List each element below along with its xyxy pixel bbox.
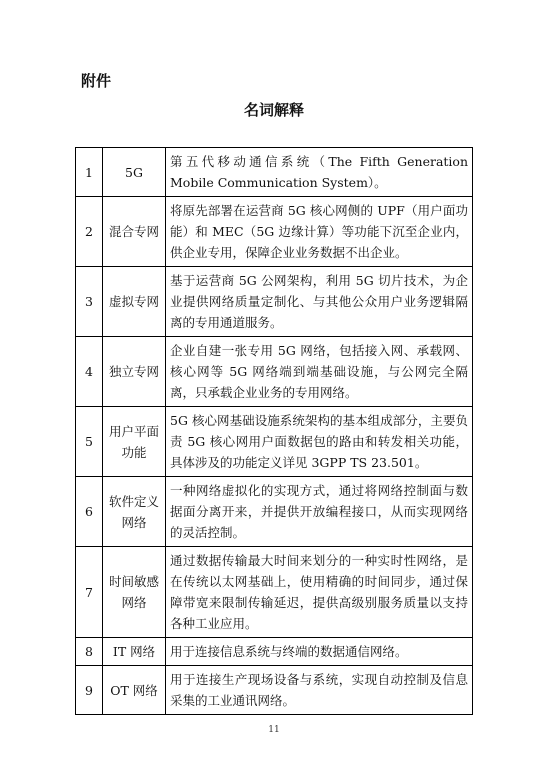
row-number: 5 xyxy=(76,407,103,477)
definition-cell: 企业自建一张专用 5G 网络，包括接入网、承载网、核心网等 5G 网络端到端基础设施，与公网完全隔离，只承载企业业务的专用网络。 xyxy=(166,337,473,407)
term-cell: 混合专网 xyxy=(103,197,166,267)
table-row xyxy=(76,547,473,638)
row-number: 1 xyxy=(76,148,103,197)
table-row xyxy=(76,337,473,407)
term-cell: 5G xyxy=(103,148,166,197)
glossary-table-body xyxy=(76,148,473,715)
row-number: 7 xyxy=(76,547,103,638)
table-row xyxy=(76,148,473,197)
table-row xyxy=(76,638,473,666)
table-row xyxy=(76,267,473,337)
term-cell: IT 网络 xyxy=(103,638,166,666)
glossary-table xyxy=(75,147,473,715)
row-number: 6 xyxy=(76,477,103,547)
row-number: 8 xyxy=(76,638,103,666)
term-cell: 用户平面功能 xyxy=(103,407,166,477)
page-number: 11 xyxy=(268,725,280,735)
table-row xyxy=(76,197,473,267)
definition-cell: 用于连接生产现场设备与系统，实现自动控制及信息采集的工业通讯网络。 xyxy=(166,666,473,715)
term-cell: 软件定义网络 xyxy=(103,477,166,547)
definition-cell: 5G 核心网基础设施系统架构的基本组成部分，主要负责 5G 核心网用户面数据包的路由和转发相关功能，具体涉及的功能定义详见 3GPP TS 23.501。 xyxy=(166,407,473,477)
definition-cell: 基于运营商 5G 公网架构，利用 5G 切片技术，为企业提供网络质量定制化、与其他公众用户业务逻辑隔离的专用通道服务。 xyxy=(166,267,473,337)
row-number: 9 xyxy=(76,666,103,715)
term-cell: OT 网络 xyxy=(103,666,166,715)
definition-cell: 将原先部署在运营商 5G 核心网侧的 UPF（用户面功能）和 MEC（5G 边缘计算）等功能下沉至企业内，供企业专用，保障企业业务数据不出企业。 xyxy=(166,197,473,267)
term-cell: 时间敏感网络 xyxy=(103,547,166,638)
table-row xyxy=(76,407,473,477)
term-cell: 独立专网 xyxy=(103,337,166,407)
row-number: 4 xyxy=(76,337,103,407)
term-cell: 虚拟专网 xyxy=(103,267,166,337)
table-row xyxy=(76,477,473,547)
definition-cell: 一种网络虚拟化的实现方式，通过将网络控制面与数据面分离开来，并提供开放编程接口，从而实现网络的灵活控制。 xyxy=(166,477,473,547)
row-number: 3 xyxy=(76,267,103,337)
row-number: 2 xyxy=(76,197,103,267)
table-row xyxy=(76,666,473,715)
definition-cell: 用于连接信息系统与终端的数据通信网络。 xyxy=(166,638,473,666)
attachment-label: 附件 xyxy=(81,72,112,90)
definition-cell: 通过数据传输最大时间来划分的一种实时性网络，是在传统以太网基础上，使用精确的时间同步，通过保障带宽来限制传输延迟，提供高级别服务质量以支持各种工业应用。 xyxy=(166,547,473,638)
definition-cell: 第五代移动通信系统（The Fifth Generation Mobile Communication System）。 xyxy=(166,148,473,197)
page-title: 名词解释 xyxy=(243,101,304,119)
